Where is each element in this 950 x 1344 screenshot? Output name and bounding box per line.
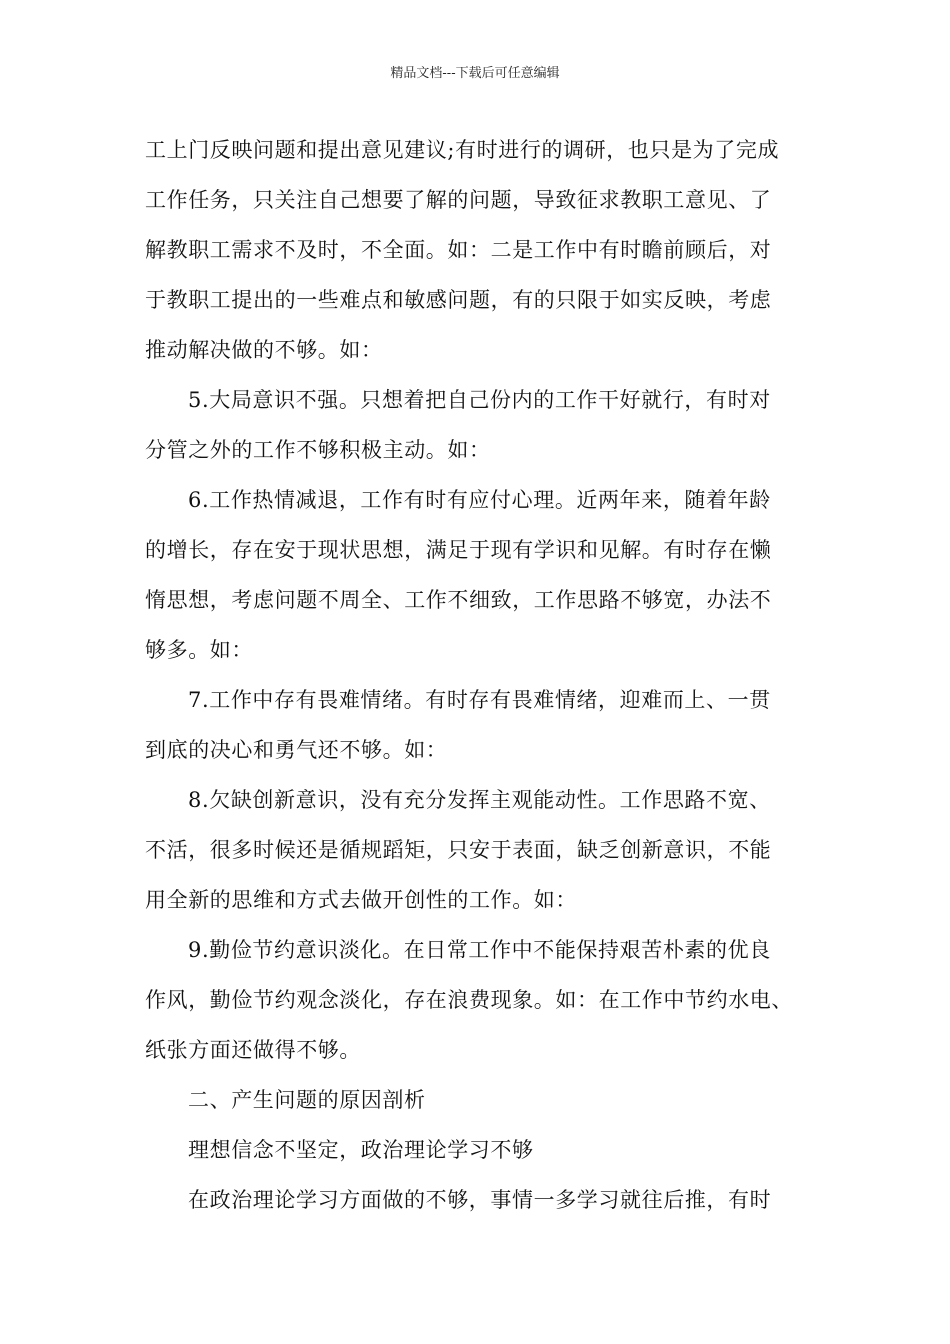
text-line: 分管之外的工作不够积极主动。如： <box>145 438 491 462</box>
text-line: 在政治理论学习方面做的不够，事情一多学习就往后推，有时 <box>188 1188 772 1212</box>
text-line: 用全新的思维和方式去做开创性的工作。如： <box>145 888 577 912</box>
text-line: 作风，勤俭节约观念淡化，存在浪费现象。如：在工作中节约水电、 <box>145 988 793 1012</box>
text-line: 到底的决心和勇气还不够。如： <box>145 738 448 762</box>
text-line: 5.大局意识不强。只想着把自己份内的工作干好就行，有时对 <box>188 388 771 412</box>
text-line: 的增长，存在安于现状思想，满足于现有学识和见解。有时存在懒 <box>145 538 772 562</box>
text-line: 不活，很多时候还是循规蹈矩，只安于表面，缺乏创新意识，不能 <box>145 838 772 862</box>
text-line: 解教职工需求不及时，不全面。如：二是工作中有时瞻前顾后，对 <box>145 238 772 262</box>
text-line: 7.工作中存有畏难情绪。有时存有畏难情绪，迎难而上、一贯 <box>188 688 771 712</box>
text-line: 工上门反映问题和提出意见建议;有时进行的调研，也只是为了完成 <box>145 138 780 162</box>
text-line: 9.勤俭节约意识淡化。在日常工作中不能保持艰苦朴素的优良 <box>188 938 771 962</box>
text-line: 推动解决做的不够。如： <box>145 338 383 362</box>
text-line: 惰思想，考虑问题不周全、工作不细致，工作思路不够宽，办法不 <box>145 588 772 612</box>
text-line: 于教职工提出的一些难点和敏感问题，有的只限于如实反映，考虑 <box>145 288 772 312</box>
section-heading: 二、产生问题的原因剖析 <box>188 1088 426 1112</box>
page-header: 精品文档---下载后可任意编辑 <box>390 66 560 81</box>
subheading: 理想信念不坚定，政治理论学习不够 <box>188 1138 534 1162</box>
text-line: 8.欠缺创新意识，没有充分发挥主观能动性。工作思路不宽、 <box>188 788 771 812</box>
text-line: 纸张方面还做得不够。 <box>145 1038 361 1062</box>
text-line: 6.工作热情减退，工作有时有应付心理。近两年来，随着年龄 <box>188 488 771 512</box>
text-line: 工作任务，只关注自己想要了解的问题，导致征求教职工意见、了 <box>145 188 772 212</box>
text-line: 够多。如： <box>145 638 253 662</box>
